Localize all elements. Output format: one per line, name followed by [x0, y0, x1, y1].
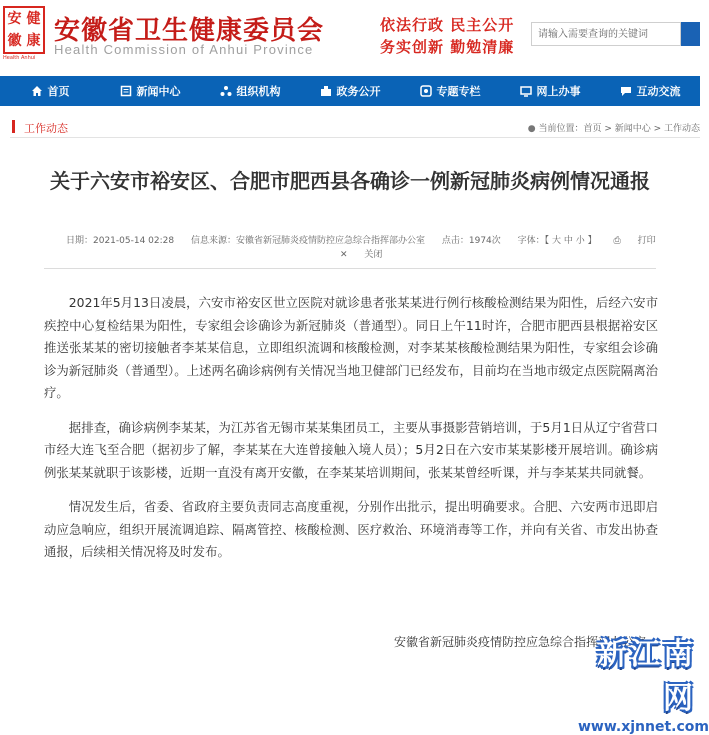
site-header [0, 0, 700, 76]
section-title[interactable]: 工作动态 [24, 122, 68, 135]
watermark-logo [578, 629, 709, 735]
close-label: 关闭 [364, 250, 383, 260]
section-marker [12, 120, 15, 133]
logo-char: 安 [7, 11, 22, 27]
news-icon [120, 85, 132, 97]
nav-item-label: 政务公开 [336, 85, 381, 98]
nav-item-gov[interactable] [300, 76, 400, 106]
article-paragraph: 情况发生后，省委、省政府主要负责同志高度重视，分别作出批示，提出明确要求。合肥、六安两市迅即启动应急响应，组织开展流调追踪、隔离管控、核酸检测、医疗救治、环境消毒等工作，并向有关省、市发出协查通报，后续相关情况将及时发布。 [44, 499, 658, 559]
nav-item-topic[interactable] [400, 76, 500, 106]
nav-item-home[interactable] [0, 76, 100, 106]
print-button[interactable] [613, 236, 669, 246]
close-button[interactable] [340, 247, 396, 260]
print-icon: ⎙ [613, 236, 621, 246]
nav-item-label: 首页 [47, 85, 70, 98]
logo-seal [3, 6, 45, 54]
site-title[interactable]: 安徽省卫生健康委员会 [54, 16, 325, 46]
nav-item-org[interactable] [200, 76, 300, 106]
gov-icon [320, 85, 332, 97]
print-label: 打印 [637, 236, 656, 246]
site-subtitle: Health Commission of Anhui Province [54, 42, 314, 57]
site-logo[interactable] [3, 6, 45, 62]
home-icon [31, 85, 43, 97]
nav-item-label: 互动交流 [636, 85, 681, 98]
chat-icon [620, 85, 632, 97]
article-title: 关于六安市裕安区、合肥市肥西县各确诊一例新冠肺炎病例情况通报 [50, 169, 650, 193]
logo-caption: Health Anhui [3, 55, 36, 61]
topic-icon [420, 85, 432, 97]
article-clicks: 点击：1974次 [441, 236, 501, 246]
article-signature: 安徽省新冠肺炎疫情防控应急综合指挥部办公室 [394, 635, 647, 649]
article-source: 信息来源：安徽省新冠肺炎疫情防控应急综合指挥部办公室 [190, 236, 425, 246]
breadcrumb-path[interactable]: 当前位置：首页 > 新闻中心 > 工作动态 [538, 124, 700, 134]
watermark-url: www.xjnnet.com [578, 719, 709, 735]
nav-item-label: 专题专栏 [436, 85, 481, 98]
breadcrumb-bar [10, 116, 700, 138]
nav-item-news[interactable] [100, 76, 200, 106]
slogan-line-2: 务实创新 勤勉清廉 [380, 38, 515, 56]
close-icon: ✕ [340, 250, 348, 260]
breadcrumb [528, 121, 700, 134]
font-size-switcher[interactable]: 字体：【 大 中 小 】 [517, 236, 597, 246]
logo-char: 健 [26, 11, 41, 27]
article-body [44, 292, 658, 576]
search-button[interactable] [681, 22, 700, 46]
divider [44, 268, 656, 269]
logo-char: 康 [26, 33, 41, 49]
nav-item-label: 新闻中心 [136, 85, 181, 98]
article-date: 日期：2021-05-14 02:28 [66, 236, 175, 246]
search-input[interactable] [531, 22, 681, 46]
nav-item-label: 组织机构 [236, 85, 281, 98]
main-nav [0, 76, 700, 106]
watermark-title: 新江南网 [597, 637, 696, 716]
article-paragraph: 2021年5月13日凌晨，六安市裕安区世立医院对就诊患者张某某进行例行核酸检测结果为阳性，后经六安市疾控中心复检结果为阳性，专家组会诊确诊为新冠肺炎（普通型）。同日上午11时许，合肥市肥西县根据裕安区推送张某某的密切接触者李某某信息，立即组织流调和核酸检测，对李某某核酸检测结果为阳性，专家组会诊确诊为新冠肺炎（普通型）。上述两名确诊病例有关情况当地卫健部门已经发布，目前均在当地市级定点医院隔离治疗。 [44, 295, 658, 400]
nav-item-service[interactable] [500, 76, 600, 106]
nav-item-chat[interactable] [600, 76, 700, 106]
service-icon [520, 85, 532, 97]
nav-item-label: 网上办事 [536, 85, 581, 98]
logo-char: 徽 [7, 33, 22, 49]
slogan-line-1: 依法行政 民主公开 [380, 16, 515, 34]
article-meta [66, 233, 656, 260]
org-icon [220, 85, 232, 97]
article-paragraph: 据排查，确诊病例李某某，为江苏省无锡市某某集团员工，主要从事摄影营销培训，于5月1日从辽宁省营口市经大连飞至合肥（据初步了解，李某某在大连曾接触入境人员）；5月2日在六安市某某影楼开展培训。确诊病例张某某就职于该影楼，近期一直没有离开安徽，在李某某培训期间，张某某曾经听课，并与李某某共同就餐。 [44, 419, 658, 480]
location-pin-icon: ● [527, 124, 536, 134]
